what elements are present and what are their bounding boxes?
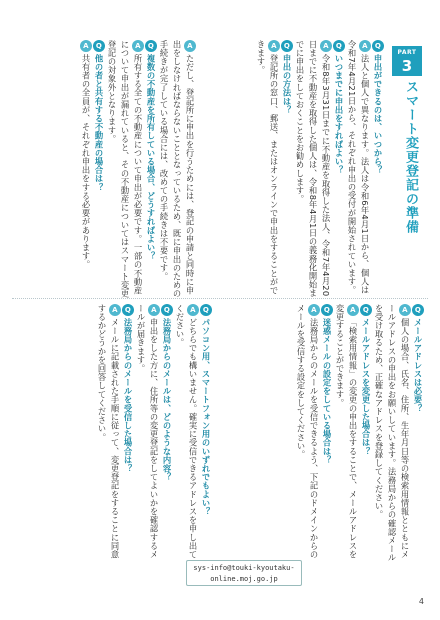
lower-column-right xyxy=(220,304,424,564)
question-item xyxy=(92,40,105,300)
question-text: 法務局からのメールは、どのような内容？ xyxy=(162,318,172,482)
question-text: 申出の方法は？ xyxy=(282,54,292,115)
answer-badge: A xyxy=(132,40,144,52)
question-item xyxy=(199,304,212,564)
question-text: 複数の不動産を所有している場合、どうすればよい？ xyxy=(146,54,156,261)
question-item xyxy=(411,304,424,564)
answer-item xyxy=(79,40,92,300)
answer-badge: A xyxy=(347,304,359,316)
question-badge: Q xyxy=(372,40,384,52)
question-badge: Q xyxy=(360,304,372,316)
answer-badge: A xyxy=(320,40,332,52)
question-text: メールアドレスを変更した場合は？ xyxy=(361,318,371,456)
question-text: 他の者と共有する不動産の場合は？ xyxy=(94,54,104,192)
answer-text: 「検索用情報」の変更の申出をすることで、メールアドレスを変更することができます。 xyxy=(335,304,358,559)
question-badge: Q xyxy=(200,304,212,316)
question-badge: Q xyxy=(333,40,345,52)
answer-text: 法人と個人で異なります。法人は令和6年4月1日から、個人は令和7年4月21日から、それぞれ申出の受付が開始されています。 xyxy=(347,40,370,295)
upper-column-left xyxy=(14,40,196,300)
answer-item xyxy=(134,304,160,564)
question-badge: Q xyxy=(412,304,424,316)
answer-item xyxy=(294,304,320,564)
part-number: 3 xyxy=(401,57,413,75)
answer-text: 所有する全ての不動産について申出が必要です。一部の不動産について申出が漏れていると、その不動産についてはスマート変更登記の対象外となります。 xyxy=(107,40,143,298)
page-number: 4 xyxy=(418,597,424,606)
answer-text: 個人の場合、氏名、住所、生年月日等の検索用情報とともにメールアドレスの申出をお願いしています。法務局からの確認メールを受け取るため、正確なアドレスを登録してください。 xyxy=(374,304,410,562)
answer-text: 共有者の全員が、それぞれ申出をする必要があります。 xyxy=(81,54,91,269)
answer-badge: A xyxy=(308,304,320,316)
answer-item xyxy=(293,40,332,300)
lower-column-left xyxy=(12,304,212,564)
answer-text: ただし、登記所に申出を行うためには、登記の申請と同時に申出をしなければならないこととなっているため、既に申出のための手続きが完了している場合には、改めての手続きは不要です。 xyxy=(159,40,195,298)
answer-item xyxy=(95,304,121,564)
question-badge: Q xyxy=(93,40,105,52)
answer-badge: A xyxy=(80,40,92,52)
answer-item xyxy=(333,304,359,564)
section-title: スマート変更登記の準備 xyxy=(403,80,418,234)
answer-item xyxy=(254,40,280,300)
answer-text: 令和8年3月31日までに不動産を取得した法人、令和7年4月20日までに不動産を取得した個人は、令和8年4月1日の義務化開始までに申出をしておくことをお勧めします。 xyxy=(295,40,331,298)
question-item xyxy=(160,304,173,564)
question-badge: Q xyxy=(161,304,173,316)
question-badge: Q xyxy=(321,304,333,316)
answer-badge: A xyxy=(268,40,280,52)
answer-item xyxy=(345,40,371,300)
email-line-1: sys-info@touki-kyoutaku- xyxy=(193,564,295,572)
answer-text: 法務局からのメールを受信できるよう、下記のドメインからのメールを受信する設定をしてください。 xyxy=(296,304,319,559)
question-item xyxy=(332,40,345,300)
answer-item xyxy=(105,40,144,300)
answer-badge: A xyxy=(359,40,371,52)
question-text: パソコン用、スマートフォン用のいずれでもよい？ xyxy=(201,318,211,516)
question-text: 申出ができるのは、いつから？ xyxy=(373,54,383,175)
question-text: 迷惑メールの設定をしている場合は？ xyxy=(322,318,332,465)
question-text: いつまでに申出をすればよい？ xyxy=(334,54,344,175)
answer-badge: A xyxy=(399,304,411,316)
answer-text: メールに記載された手順に従って、変更登記をすることに同意するかどうかを回答してください。 xyxy=(97,304,120,559)
answer-badge: A xyxy=(109,304,121,316)
question-item xyxy=(320,304,333,564)
question-badge: Q xyxy=(145,40,157,52)
answer-item xyxy=(372,304,411,564)
answer-badge: A xyxy=(187,304,199,316)
question-item xyxy=(371,40,384,300)
answer-text: どちらでも構いません。確実に受信できるアドレスを申し出てください。 xyxy=(175,304,198,559)
question-text: 法務局からのメールを受信した場合は？ xyxy=(123,318,133,473)
question-item xyxy=(121,304,134,564)
answer-text: 申出をした方に、住所等の変更登記をしてよいかを確認するメールが届きます。 xyxy=(136,304,159,559)
answer-badge: A xyxy=(184,40,196,52)
question-item xyxy=(280,40,293,300)
question-badge: Q xyxy=(122,304,134,316)
part-badge xyxy=(392,46,422,76)
upper-column-right xyxy=(204,40,384,300)
answer-badge: A xyxy=(148,304,160,316)
email-domain-box xyxy=(186,560,302,586)
section-divider xyxy=(12,298,428,299)
email-line-2: online.moj.go.jp xyxy=(210,575,278,583)
answer-text: 登記所の窓口、郵送、またはオンラインで申出をすることができます。 xyxy=(256,40,279,295)
question-item xyxy=(359,304,372,564)
answer-item xyxy=(157,40,196,300)
part-label: PART xyxy=(397,49,417,56)
question-badge: Q xyxy=(281,40,293,52)
question-item xyxy=(144,40,157,300)
question-text: メールアドレスは必要？ xyxy=(413,318,423,413)
answer-item xyxy=(173,304,199,564)
